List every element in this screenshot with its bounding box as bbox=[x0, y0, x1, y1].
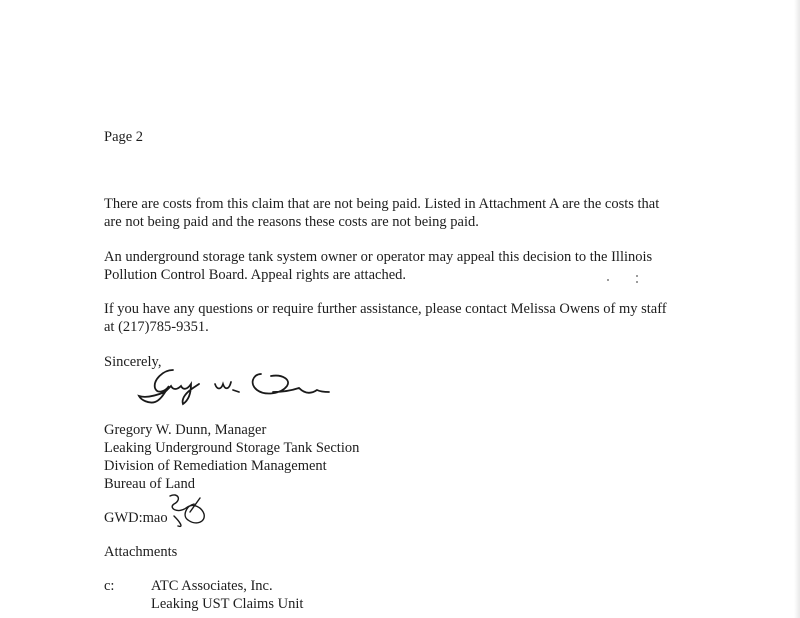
paragraph-unpaid-costs bbox=[104, 195, 704, 231]
paragraph-line: are not being paid and the reasons these costs are not being paid. bbox=[104, 214, 479, 230]
cc-recipients bbox=[151, 577, 303, 613]
initials-scribble bbox=[160, 490, 210, 530]
paragraph-line: If you have any questions or require further assistance, please contact Melissa Owens of my staff bbox=[104, 301, 667, 317]
paragraph-line: Pollution Control Board. Appeal rights are attached. bbox=[104, 267, 407, 283]
paragraph-line: An underground storage tank system owner or operator may appeal this decision to the Illinois bbox=[104, 249, 653, 265]
closing: Sincerely, bbox=[104, 354, 162, 370]
paragraph-contact bbox=[104, 300, 704, 336]
reference-initials: GWD:mao bbox=[104, 510, 168, 526]
attachments-label: Attachments bbox=[104, 544, 178, 560]
paragraph-line: There are costs from this claim that are not being paid. Listed in Attachment A are the costs that bbox=[104, 196, 660, 212]
signatory-section: Leaking Underground Storage Tank Section bbox=[104, 440, 360, 456]
signatory-bureau: Bureau of Land bbox=[104, 476, 195, 492]
signatory-block bbox=[104, 421, 359, 493]
signature bbox=[135, 362, 335, 412]
scan-speck-marks bbox=[606, 270, 646, 290]
signatory-name-title: Gregory W. Dunn, Manager bbox=[104, 422, 267, 438]
signatory-division: Division of Remediation Management bbox=[104, 458, 327, 474]
cc-recipient: ATC Associates, Inc. bbox=[151, 578, 273, 594]
scan-edge bbox=[794, 0, 800, 618]
paragraph-line: at (217)785-9351. bbox=[104, 319, 209, 335]
cc-recipient: Leaking UST Claims Unit bbox=[151, 596, 304, 612]
page-number: Page 2 bbox=[104, 129, 144, 145]
cc-label: c: bbox=[104, 578, 115, 594]
